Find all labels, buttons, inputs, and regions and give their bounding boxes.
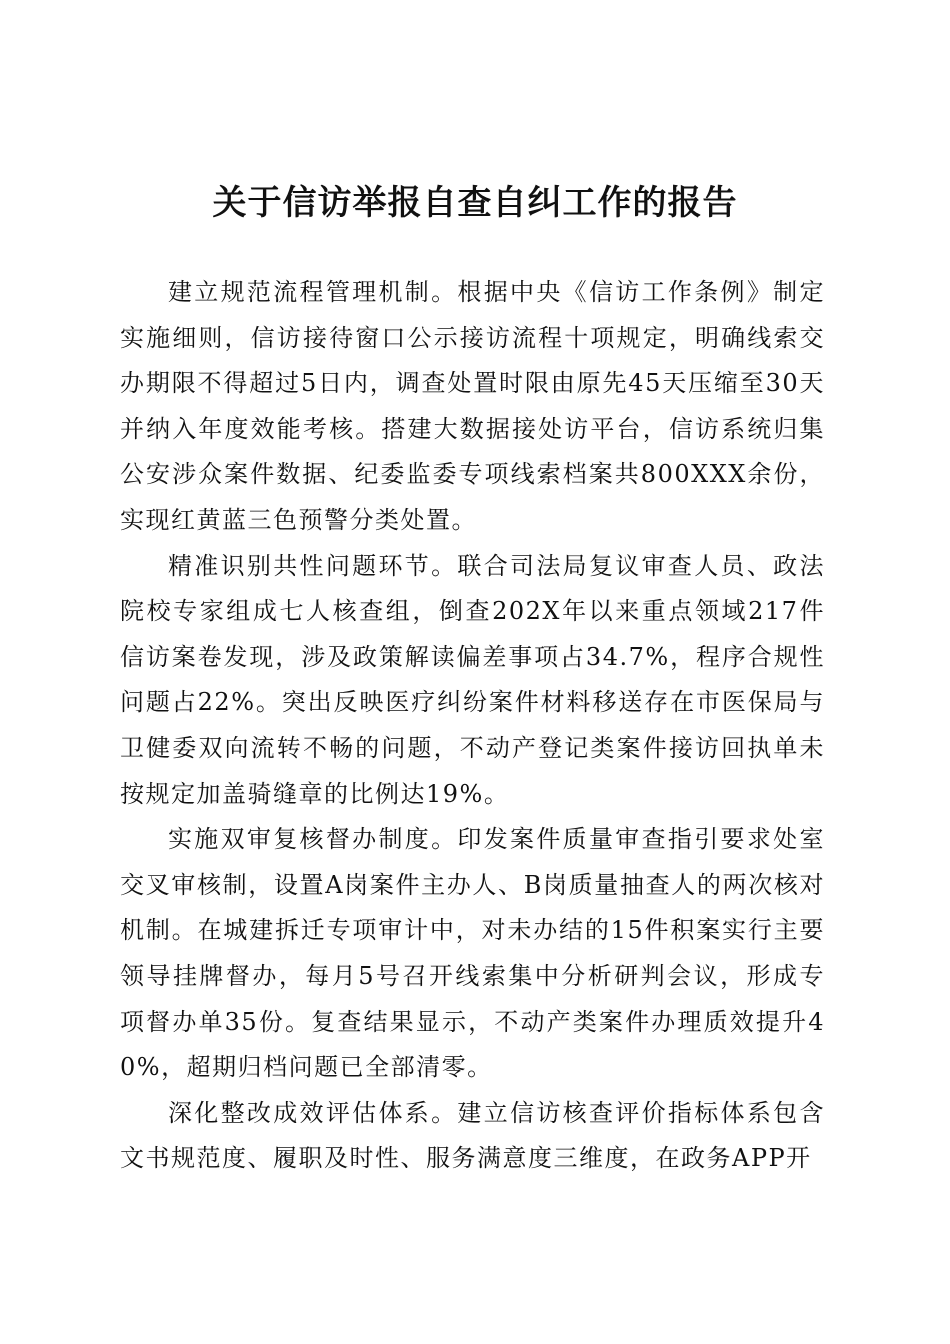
document-title: 关于信访举报自查自纠工作的报告 bbox=[212, 183, 738, 223]
paragraph-dual-review: 实施双审复核督办制度。印发案件质量审查指引要求处室交叉审核制，设置A岗案件主办人、B岗质量抽查人的两次核对机制。在城建拆迁专项审计中，对未办结的15件积案实行主要领导挂牌督办，每月5号召开线索集中分析研判会议，形成专项督办单35份。复查结果显示，不动产类案件办理质效提升40%，超期归档问题已全部清零。 bbox=[120, 825, 825, 1082]
document-body bbox=[120, 270, 825, 1182]
paragraph-common-issues: 精准识别共性问题环节。联合司法局复议审查人员、政法院校专家组成七人核查组，倒查202X年以来重点领域217件信访案卷发现，涉及政策解读偏差事项占34.7%，程序合规性问题占22%。突出反映医疗纠纷案件材料移送存在市医保局与卫健委双向流转不畅的问题，不动产登记类案件接访回执单未按规定加盖骑缝章的比例达19%。 bbox=[120, 551, 825, 808]
paragraph-evaluation-system: 深化整改成效评估体系。建立信访核查评价指标体系包含文书规范度、履职及时性、服务满意度三维度，在政务APP开 bbox=[120, 1098, 825, 1173]
paragraph-process-mechanism: 建立规范流程管理机制。根据中央《信访工作条例》制定实施细则，信访接待窗口公示接访流程十项规定，明确线索交办期限不得超过5日内，调查处置时限由原先45天压缩至30天并纳入年度效能考核。搭建大数据接处访平台，信访系统归集公安涉众案件数据、纪委监委专项线索档案共800XXX余份，实现红黄蓝三色预警分类处置。 bbox=[120, 278, 825, 534]
